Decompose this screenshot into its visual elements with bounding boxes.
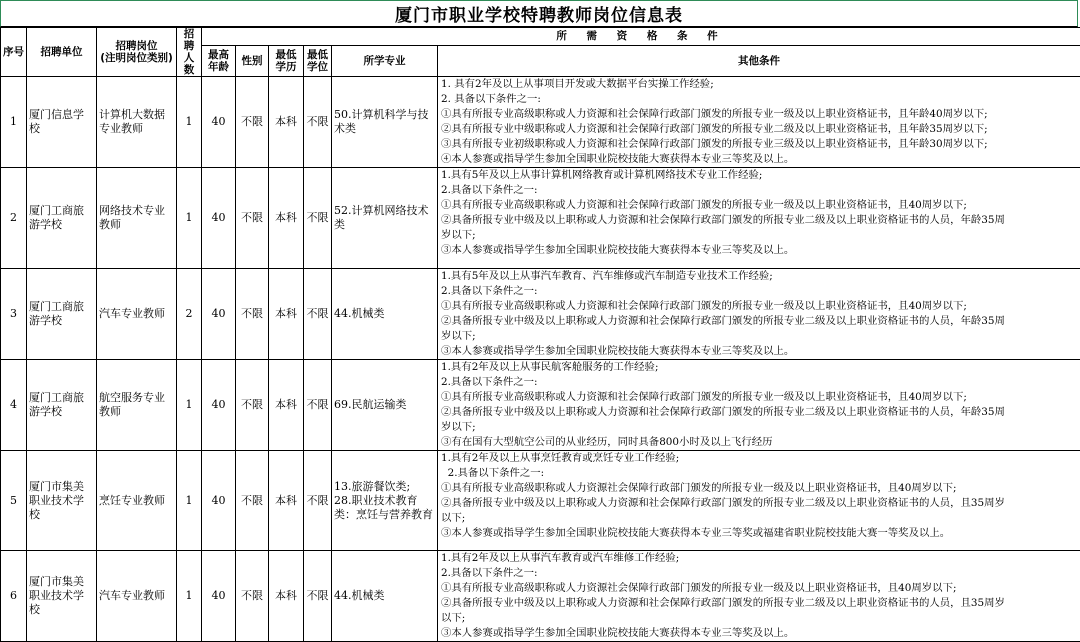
- cell-gender: 不限: [236, 269, 269, 360]
- cell-major: 44.机械类: [332, 269, 438, 360]
- cell-degree: 不限: [304, 360, 332, 451]
- cell-other: [438, 168, 1080, 269]
- condition-line: ①具有所报专业高级职称或人力资源和社会保障行政部门颁发的所报专业一级及以上职业资格证书，且40周岁以下;: [441, 390, 1078, 405]
- cell-major: 13.旅游餐饮类; 28.职业技术教育类：烹饪与营养教育: [332, 451, 438, 551]
- cell-post: 航空服务专业教师: [97, 360, 177, 451]
- cell-seq: 5: [1, 451, 27, 551]
- cell-other: [438, 77, 1080, 168]
- cell-major: 50.计算机科学与技术类: [332, 77, 438, 168]
- condition-line: ②具备所报专业中级及以上职称或人力资源和社会保障行政部门颁发的所报专业二级及以上职业资格证书的人员，年龄35周: [441, 405, 1078, 420]
- condition-line: ①具有所报专业高级职称或人力资源社会保障行政部门颁发的所报专业一级及以上职业资格证书，且40周岁以下;: [441, 581, 1078, 596]
- cell-degree: 不限: [304, 168, 332, 269]
- header-count: 招聘人数: [177, 28, 202, 77]
- condition-line: ③有在国有大型航空公司的从业经历，同时具备800小时及以上飞行经历: [441, 435, 1078, 450]
- cell-unit: 厦门工商旅游学校: [27, 269, 97, 360]
- condition-line: 1.具有5年及以上从事计算机网络教育或计算机网络技术专业工作经验;: [441, 168, 1078, 183]
- cell-unit: 厦门市集美职业技术学校: [27, 451, 97, 551]
- cell-count: 1: [177, 551, 202, 642]
- cell-post: 汽车专业教师: [97, 269, 177, 360]
- condition-line: ③本人参赛或指导学生参加全国职业院校技能大赛获得本专业三等奖及以上。: [441, 626, 1078, 641]
- cell-other: [438, 551, 1080, 642]
- condition-line: ②具备所报专业中级及以上职称或人力资源和社会保障行政部门颁发的所报专业二级及以上职业资格证书的人员，且35周岁: [441, 596, 1078, 611]
- condition-line: ②具备所报专业中级及以上职称或人力资源和社会保障行政部门颁发的所报专业二级及以上职业资格证书的人员，年龄35周: [441, 314, 1078, 329]
- cell-edu: 本科: [269, 360, 304, 451]
- condition-line: 2.具备以下条件之一:: [441, 284, 1078, 299]
- condition-line: 2.具备以下条件之一:: [441, 566, 1078, 581]
- cell-seq: 6: [1, 551, 27, 642]
- cell-major: 69.民航运输类: [332, 360, 438, 451]
- cell-major: 44.机械类: [332, 551, 438, 642]
- condition-line: ②具备所报专业中级及以上职称或人力资源和社会保障行政部门颁发的所报专业二级及以上职业资格证书的人员，年龄35周: [441, 213, 1078, 228]
- condition-line: ③具有所报专业初级职称或人力资源和社会保障行政部门颁发的所报专业三级及以上职业资格证书，且年龄30周岁以下;: [441, 137, 1078, 152]
- cell-gender: 不限: [236, 551, 269, 642]
- cell-gender: 不限: [236, 77, 269, 168]
- cell-max-age: 40: [202, 77, 236, 168]
- condition-line: 2.具备以下条件之一:: [441, 466, 1078, 481]
- cell-edu: 本科: [269, 269, 304, 360]
- cell-degree: 不限: [304, 77, 332, 168]
- header-unit: 招聘单位: [27, 28, 97, 77]
- header-degree: 最低学位: [304, 45, 332, 76]
- header-edu: 最低学历: [269, 45, 304, 76]
- cell-max-age: 40: [202, 360, 236, 451]
- cell-edu: 本科: [269, 451, 304, 551]
- condition-line: ③本人参赛或指导学生参加全国职业院校技能大赛获得本专业三等奖及以上。: [441, 243, 1078, 258]
- header-seq: 序号: [1, 28, 27, 77]
- cell-unit: 厦门市集美职业技术学校: [27, 551, 97, 642]
- condition-line: 2. 具备以下条件之一:: [441, 92, 1078, 107]
- cell-count: 1: [177, 360, 202, 451]
- cell-degree: 不限: [304, 551, 332, 642]
- cell-seq: 2: [1, 168, 27, 269]
- cell-post: 网络技术专业教师: [97, 168, 177, 269]
- condition-line: ①具有所报专业高级职称或人力资源和社会保障行政部门颁发的所报专业一级及以上职业资格证书，且年龄40周岁以下;: [441, 107, 1078, 122]
- header-other: 其他条件: [438, 45, 1080, 76]
- cell-other: [438, 451, 1080, 551]
- header-requirements: 所 需 资 格 条 件: [202, 28, 1080, 46]
- condition-line: 1. 具有2年及以上从事项目开发或大数据平台实操工作经验;: [441, 77, 1078, 92]
- cell-max-age: 40: [202, 269, 236, 360]
- cell-count: 1: [177, 168, 202, 269]
- condition-line: ①具有所报专业高级职称或人力资源社会保障行政部门颁发的所报专业一级及以上职业资格证书，且40周岁以下;: [441, 481, 1078, 496]
- cell-major: 52.计算机网络技术类: [332, 168, 438, 269]
- condition-line: 岁以下;: [441, 329, 1078, 344]
- table-row: [1, 168, 1080, 269]
- table-row: [1, 551, 1080, 642]
- cell-unit: 厦门信息学校: [27, 77, 97, 168]
- cell-other: [438, 360, 1080, 451]
- condition-line: 1.具有2年及以上从事民航客舱服务的工作经验;: [441, 360, 1078, 375]
- condition-line: 1.具有2年及以上从事汽车教育或汽车维修工作经验;: [441, 551, 1078, 566]
- cell-post: 烹饪专业教师: [97, 451, 177, 551]
- cell-count: 2: [177, 269, 202, 360]
- header-post: 招聘岗位 (注明岗位类别): [97, 28, 177, 77]
- condition-line: ③本人参赛或指导学生参加全国职业院校技能大赛获得本专业三等奖或福建省职业院校技能大赛一等奖及以上。: [441, 526, 1078, 541]
- cell-max-age: 40: [202, 451, 236, 551]
- cell-post: 汽车专业教师: [97, 551, 177, 642]
- cell-edu: 本科: [269, 551, 304, 642]
- cell-count: 1: [177, 77, 202, 168]
- cell-max-age: 40: [202, 551, 236, 642]
- condition-line: 以下;: [441, 611, 1078, 626]
- cell-gender: 不限: [236, 360, 269, 451]
- table-row: [1, 269, 1080, 360]
- cell-gender: 不限: [236, 168, 269, 269]
- table-row: [1, 77, 1080, 168]
- table-title: 厦门市职业学校特聘教师岗位信息表: [0, 0, 1078, 27]
- condition-line: 岁以下;: [441, 228, 1078, 243]
- condition-line: 1.具有2年及以上从事烹饪教育或烹饪专业工作经验;: [441, 451, 1078, 466]
- condition-line: 以下;: [441, 511, 1078, 526]
- cell-post: 计算机大数据专业教师: [97, 77, 177, 168]
- cell-gender: 不限: [236, 451, 269, 551]
- condition-line: 2.具备以下条件之一:: [441, 375, 1078, 390]
- cell-seq: 3: [1, 269, 27, 360]
- cell-degree: 不限: [304, 269, 332, 360]
- cell-unit: 厦门工商旅游学校: [27, 360, 97, 451]
- header-major: 所学专业: [332, 45, 438, 76]
- condition-line: ①具有所报专业高级职称或人力资源和社会保障行政部门颁发的所报专业一级及以上职业资格证书，且40周岁以下;: [441, 198, 1078, 213]
- cell-other: [438, 269, 1080, 360]
- header-gender: 性别: [236, 45, 269, 76]
- cell-max-age: 40: [202, 168, 236, 269]
- header-max-age: 最高年龄: [202, 45, 236, 76]
- table-row: [1, 451, 1080, 551]
- cell-unit: 厦门工商旅游学校: [27, 168, 97, 269]
- cell-degree: 不限: [304, 451, 332, 551]
- cell-seq: 4: [1, 360, 27, 451]
- positions-table: [0, 27, 1080, 642]
- cell-count: 1: [177, 451, 202, 551]
- condition-line: 1.具有5年及以上从事汽车教育、汽车维修或汽车制造专业技术工作经验;: [441, 269, 1078, 284]
- condition-line: ①具有所报专业高级职称或人力资源和社会保障行政部门颁发的所报专业一级及以上职业资格证书，且40周岁以下;: [441, 299, 1078, 314]
- condition-line: 岁以下;: [441, 420, 1078, 435]
- condition-line: ④本人参赛或指导学生参加全国职业院校技能大赛获得本专业三等奖及以上。: [441, 152, 1078, 167]
- condition-line: ②具有所报专业中级职称或人力资源和社会保障行政部门颁发的所报专业二级及以上职业资格证书，且年龄35周岁以下;: [441, 122, 1078, 137]
- condition-line: ③本人参赛或指导学生参加全国职业院校技能大赛获得本专业三等奖及以上。: [441, 344, 1078, 359]
- cell-edu: 本科: [269, 77, 304, 168]
- condition-line: ②具备所报专业中级及以上职称或人力资源和社会保障行政部门颁发的所报专业二级及以上职业资格证书的人员，且35周岁: [441, 496, 1078, 511]
- cell-edu: 本科: [269, 168, 304, 269]
- table-row: [1, 360, 1080, 451]
- condition-line: 2.具备以下条件之一:: [441, 183, 1078, 198]
- cell-seq: 1: [1, 77, 27, 168]
